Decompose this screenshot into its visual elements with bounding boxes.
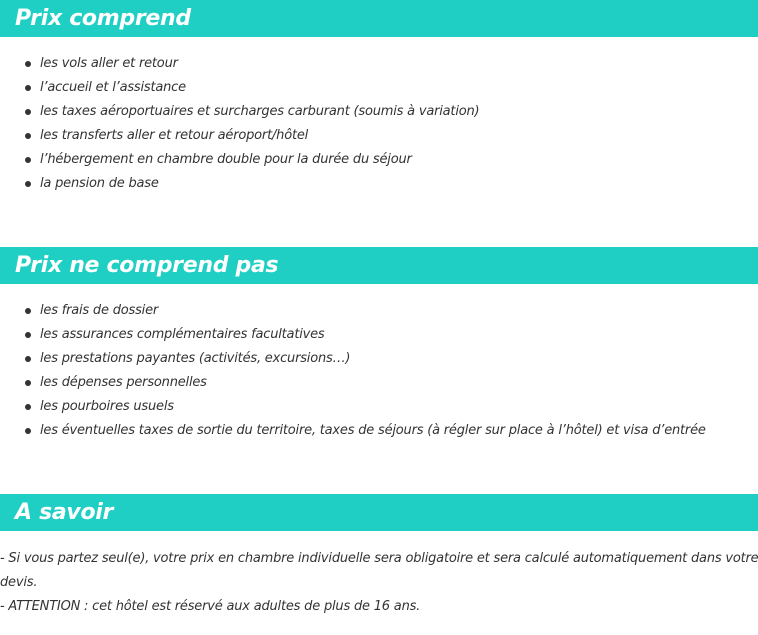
list-item <box>0 395 758 419</box>
list-item <box>0 371 758 395</box>
included-list <box>0 52 758 196</box>
list-item <box>0 299 758 323</box>
bullet-icon <box>25 181 31 187</box>
list-item-text: l’accueil et l’assistance <box>40 80 186 95</box>
list-item <box>0 52 758 76</box>
list-item-text: la pension de base <box>40 176 159 191</box>
list-item-text: les frais de dossier <box>40 303 159 318</box>
list-item <box>0 347 758 371</box>
bullet-icon <box>25 356 31 362</box>
bullet-icon <box>25 332 31 338</box>
list-item <box>0 100 758 124</box>
section-title-prix-ne-comprend-pas: Prix ne comprend pas <box>0 247 758 284</box>
list-item-text: les taxes aéroportuaires et surcharges carburant (soumis à variation) <box>40 104 480 119</box>
bullet-icon <box>25 428 31 434</box>
list-item-text: les éventuelles taxes de sortie du territoire, taxes de séjours (à régler sur place à l’hôtel) et visa d’entrée <box>40 423 706 438</box>
bullet-icon <box>25 157 31 163</box>
note-line: devis. <box>0 575 38 590</box>
list-item <box>0 124 758 148</box>
list-item-text: les vols aller et retour <box>40 56 178 71</box>
bullet-icon <box>25 109 31 115</box>
note-line: - Si vous partez seul(e), votre prix en chambre individuelle sera obligatoire et sera calculé automatiquement dans votre <box>0 551 758 566</box>
section-title-prix-comprend: Prix comprend <box>0 0 758 37</box>
section-title-a-savoir: A savoir <box>0 494 758 531</box>
list-item <box>0 148 758 172</box>
list-item-text: l’hébergement en chambre double pour la durée du séjour <box>40 152 412 167</box>
list-item <box>0 172 758 196</box>
list-item-text: les transferts aller et retour aéroport/hôtel <box>40 128 309 143</box>
list-item <box>0 76 758 100</box>
list-item <box>0 323 758 347</box>
bullet-icon <box>25 133 31 139</box>
list-item <box>0 419 758 443</box>
note-line: - ATTENTION : cet hôtel est réservé aux adultes de plus de 16 ans. <box>0 599 421 614</box>
bullet-icon <box>25 61 31 67</box>
list-item-text: les pourboires usuels <box>40 399 174 414</box>
list-item-text: les prestations payantes (activités, excursions…) <box>40 351 351 366</box>
bullet-icon <box>25 380 31 386</box>
bullet-icon <box>25 85 31 91</box>
bullet-icon <box>25 404 31 410</box>
excluded-list <box>0 299 758 443</box>
list-item-text: les dépenses personnelles <box>40 375 207 390</box>
list-item-text: les assurances complémentaires facultatives <box>40 327 325 342</box>
bullet-icon <box>25 308 31 314</box>
